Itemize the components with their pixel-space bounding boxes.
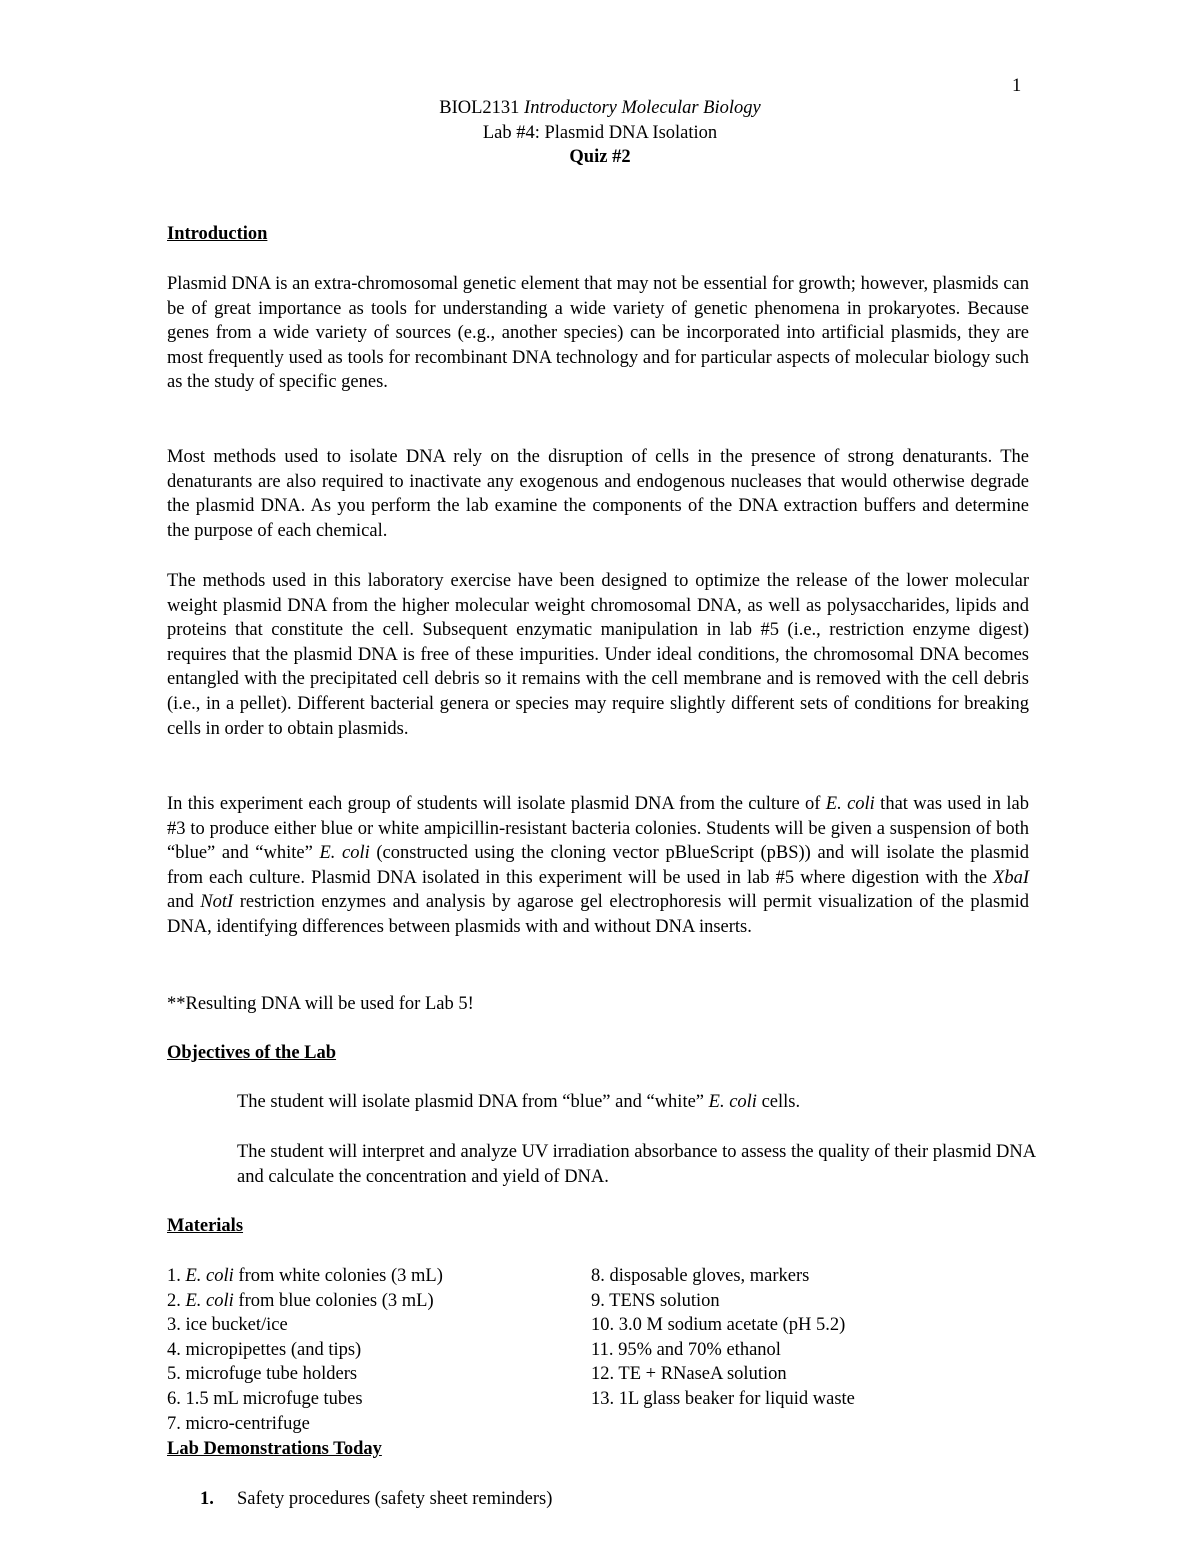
material-item: 10. 3.0 M sodium acetate (pH 5.2): [591, 1315, 846, 1336]
p4-text-c: that was used in lab #3 to produce either blue or white ampicillin-resistant bacteria colonies. Students will be given a suspension of both “blue” and “white”: [167, 794, 1030, 864]
objective-2: The student will interpret and analyze UV irradiation absorbance to assess the quality of their plasmid DNA and calculate the concentration and yield of DNA.: [237, 1142, 1036, 1187]
material-item: [167, 1264, 443, 1289]
introduction-heading: Introduction: [167, 224, 268, 244]
page-number: 1: [1012, 76, 1022, 96]
lab-title: Lab #4: Plasmid DNA Isolation: [482, 122, 718, 143]
material-organism: E. coli: [185, 1290, 234, 1311]
p4-organism-2: E. coli: [319, 843, 370, 864]
materials-list-right: [591, 1264, 855, 1412]
course-title: Introductory Molecular Biology: [524, 98, 761, 118]
material-item: 9. TENS solution: [591, 1290, 720, 1311]
material-number: 7.: [167, 1413, 186, 1434]
material-item: [167, 1387, 443, 1412]
demonstration-text: Safety procedures (safety sheet reminders): [237, 1489, 553, 1509]
course-code: BIOL2131: [439, 98, 520, 118]
intro-paragraph-2: Most methods used to isolate DNA rely on the disruption of cells in the presence of strong denaturants. The denaturants are also required to inactivate any exogenous and endogenous nucleases that would otherwise degrade the plasmid DNA. As you perform the lab examine the components of the DNA extraction buffers and determine the purpose of each chemical.: [167, 447, 1029, 541]
material-text: 1.5 mL microfuge tubes: [185, 1388, 363, 1409]
material-number: 4.: [167, 1339, 186, 1360]
course-line: [167, 96, 1033, 121]
material-number: 2.: [167, 1290, 186, 1311]
material-organism: E. coli: [185, 1266, 234, 1286]
objective-1-text-a: The student will isolate plasmid DNA from “blue” and “white”: [237, 1092, 709, 1112]
demonstration-number: 1.: [200, 1489, 214, 1509]
demonstration-item: [200, 1487, 552, 1512]
objective-1: [237, 1090, 1037, 1115]
material-number: 1.: [167, 1266, 186, 1286]
quiz-title: Quiz #2: [569, 147, 631, 168]
demonstrations-heading: Lab Demonstrations Today: [167, 1439, 382, 1459]
document-header: [167, 96, 1033, 170]
material-item: [167, 1338, 443, 1363]
p4-text-i: restriction enzymes and analysis by agarose gel electrophoresis will permit visualization of the plasmid DNA, identifying differences between plasmids with and without DNA inserts.: [167, 892, 1029, 937]
material-number: 5.: [167, 1364, 186, 1385]
materials-heading: Materials: [167, 1216, 244, 1236]
material-item: 13. 1L glass beaker for liquid waste: [591, 1388, 855, 1409]
material-item: [167, 1362, 443, 1387]
material-number: 3.: [167, 1315, 186, 1336]
objective-1-organism: E. coli: [708, 1092, 757, 1112]
material-text: ice bucket/ice: [185, 1315, 288, 1336]
p4-organism-1: E. coli: [825, 794, 875, 814]
p4-text-g: and: [167, 892, 201, 913]
material-item: 12. TE + RNaseA solution: [591, 1364, 787, 1385]
p4-enzyme-xbai: XbaI: [993, 867, 1029, 888]
material-text: microfuge tube holders: [185, 1364, 358, 1385]
material-text: from blue colonies (3 mL): [233, 1290, 434, 1311]
intro-paragraph-1: Plasmid DNA is an extra-chromosomal genetic element that may not be essential for growth; however, plasmids can be of great importance as tools for understanding a wide variety of genetic phenomena in prokaryotes. Because genes from a wide variety of sources (e.g., another species) can be incorporated into artificial plasmids, they are most frequently used as tools for recombinant DNA technology and for particular aspects of molecular biology such as the study of specific genes.: [167, 274, 1029, 393]
material-text: micro-centrifuge: [185, 1413, 310, 1434]
p4-enzyme-noti: NotI: [200, 892, 234, 913]
intro-paragraph-3: The methods used in this laboratory exercise have been designed to optimize the release of the lower molecular weight plasmid DNA from the higher molecular weight chromosomal DNA, as well as polysaccharides, lipids and proteins that constitute the cell. Subsequent enzymatic manipulation in lab #5 (i.e., restriction enzyme digest) requires that the plasmid DNA is free of these impurities. Under ideal conditions, the chromosomal DNA becomes entangled with the precipitated cell debris so it remains with the cell membrane and is removed with the cell debris (i.e., in a pellet). Different bacterial genera or species may require slightly different sets of conditions for breaking cells in order to obtain plasmids.: [167, 571, 1029, 739]
materials-list-left: [167, 1264, 443, 1436]
material-item: 11. 95% and 70% ethanol: [591, 1339, 781, 1360]
material-text: from white colonies (3 mL): [233, 1266, 443, 1286]
material-number: 6.: [167, 1388, 186, 1409]
objective-1-text-c: cells.: [756, 1092, 801, 1112]
p4-text-e: (constructed using the cloning vector pBlueScript (pBS)) and will isolate the plasmid from each culture. Plasmid DNA isolated in this experiment will be used in lab #5 where digestion with the: [167, 843, 1029, 888]
material-item: [167, 1313, 443, 1338]
demonstrations-list: [200, 1487, 552, 1512]
p4-text-a: In this experiment each group of students will isolate plasmid DNA from the culture of: [167, 794, 826, 814]
objectives-heading: Objectives of the Lab: [167, 1043, 337, 1063]
material-item: 8. disposable gloves, markers: [591, 1266, 810, 1286]
intro-paragraph-4: [167, 792, 1029, 940]
material-item: [167, 1289, 443, 1314]
material-text: micropipettes (and tips): [185, 1339, 362, 1360]
material-item: [167, 1412, 443, 1437]
lab5-note: **Resulting DNA will be used for Lab 5!: [167, 994, 474, 1014]
